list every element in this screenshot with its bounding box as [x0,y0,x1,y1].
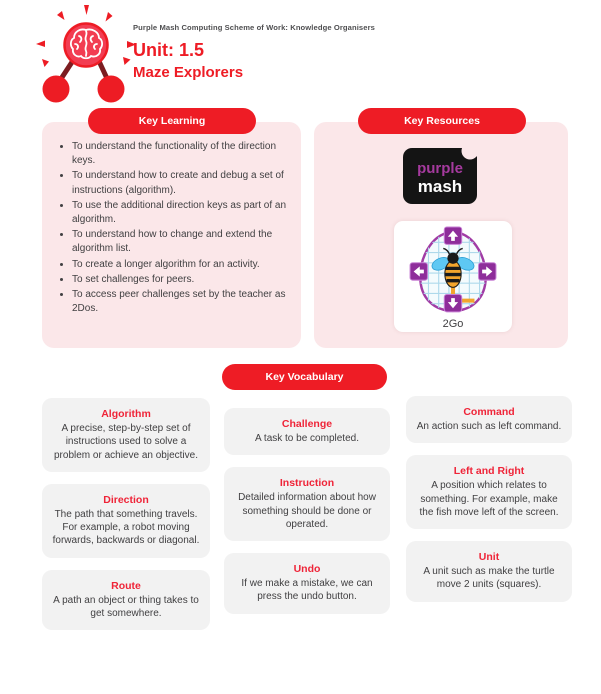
vocab-card-challenge [224,408,390,455]
brain-network-icon [0,0,140,106]
vocab-term: Challenge [281,418,333,430]
vocab-definition: A position which relates to something. For example, make the fish move left of the screen. [419,480,559,518]
vocabulary-column-2 [224,408,390,614]
vocab-term: Command [463,406,515,418]
vocab-definition: Detailed information about how something should be done or operated. [238,492,376,530]
vocab-term: Instruction [279,477,335,490]
vocabulary-column-1 [42,398,210,630]
vocab-definition: A precise, step-by-step set of instructions used to solve a problem or achieve an objective. [54,423,198,461]
header [133,23,375,81]
node-circle-left [43,76,70,103]
vocab-card-unit [406,541,572,602]
key-learning-bullet: • To understand the functionality of the direction keys. [72,140,291,168]
key-learning-bullet: • To create a longer algorithm for an activity. [72,258,291,272]
vocab-definition: The path that something travels. For example, a robot moving forwards, backwards or diagonal. [52,508,200,547]
vocab-card-direction [42,484,210,558]
logo-word-purple: purple [417,160,463,177]
key-learning-bullet: • To access peer challenges set by the teacher as 2Dos. [72,288,291,316]
right-arrow-icon [479,263,496,280]
purple-mash-logo [403,148,477,204]
vocab-term: Unit [478,551,500,564]
scheme-subtitle: Purple Mash Computing Scheme of Work: Knowledge Organisers [133,23,375,32]
vocab-card-undo [224,553,390,614]
vocab-term: Route [111,579,141,592]
key-learning-bullet: • To use the additional direction keys as part of an algorithm. [72,199,291,227]
key-vocabulary-heading: Key Vocabulary [222,364,387,390]
unit-title: Maze Explorers [133,64,244,81]
unit-number: Unit: 1.5 [133,40,205,60]
key-learning-bullet: • To understand how to change and extend the algorithm list. [72,228,291,256]
logo-word-mash: mash [417,177,463,196]
2go-app-icon [407,226,499,318]
vocab-definition: If we make a mistake, we can press the undo button. [241,578,373,603]
up-arrow-icon [444,227,461,244]
vocab-card-algorithm [42,398,210,472]
vocabulary-column-3 [406,396,572,602]
left-arrow-icon [410,263,427,280]
vocab-card-left-and-right [406,455,572,529]
2go-app-card [394,221,512,332]
key-resources-heading: Key Resources [358,108,526,134]
vocab-card-instruction [224,467,390,541]
key-learning-bullet: • To understand how to create and debug a set of instructions (algorithm). [72,169,291,197]
2go-app-label: 2Go [442,318,464,330]
node-circle-right [98,76,125,103]
down-arrow-icon [444,294,461,311]
vocab-definition: A task to be completed. [255,433,359,444]
vocab-term: Undo [293,563,321,576]
vocab-term: Algorithm [101,408,151,420]
key-learning-panel [42,122,301,348]
key-learning-bullet: • To set challenges for peers. [72,273,291,287]
vocab-card-command [406,396,572,443]
vocab-definition: A path an object or thing takes to get somewhere. [53,594,199,620]
key-learning-heading: Key Learning [88,108,256,134]
key-learning-list [42,122,301,316]
vocab-card-route [42,570,210,631]
vocab-definition: An action such as left command. [416,421,562,432]
vocab-term: Left and Right [453,465,525,478]
vocab-definition: A unit such as make the turtle move 2 units (squares). [423,566,555,591]
vocab-term: Direction [103,493,149,506]
